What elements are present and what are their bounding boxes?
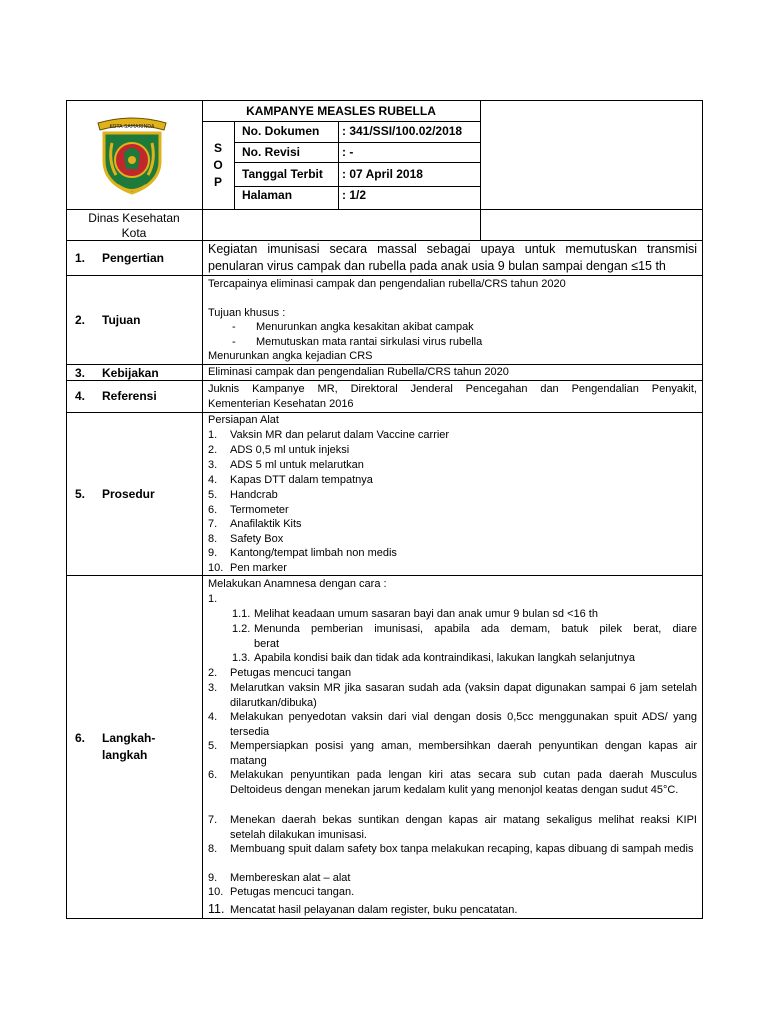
- sop-letter-p: P: [213, 175, 222, 189]
- langkah-item-text: Mencatat hasil pelayanan dalam register, buku pencatatan.: [230, 904, 518, 916]
- meta-label-dokumen: No. Dokumen: [242, 124, 320, 138]
- prosedur-item-number: 4.: [208, 474, 218, 486]
- dinas-line-1: Dinas Kesehatan: [88, 211, 180, 225]
- prosedur-item-number: 3.: [208, 459, 218, 471]
- prosedur-item-number: 7.: [208, 518, 218, 530]
- prosedur-title: Persiapan Alat: [208, 414, 279, 426]
- langkah-item-number: 4.: [208, 711, 218, 723]
- pengertian-line-2: penularan virus campak dan rubella pada anak usia 9 bulan sampai dengan ≤15 th: [208, 259, 666, 273]
- prosedur-item-text: Anafilaktik Kits: [230, 518, 302, 530]
- langkah-item-text: Membuang spuit dalam safety box tanpa melakukan recaping, kapas dibuang di sampah medis: [230, 843, 694, 855]
- prosedur-item-number: 10.: [208, 562, 224, 574]
- kebijakan-text: Eliminasi campak dan pengendalian Rubella/CRS tahun 2020: [208, 366, 509, 378]
- row-number-2: 2.: [75, 313, 86, 327]
- langkah-item-text: Melakukan penyedotan vaksin dari vial dengan dosis 0,5cc menggunakan spuit ADS/ yang tersedia: [230, 711, 697, 738]
- substep-text: Menunda pemberian imunisasi, apabila ada demam, batuk pilek berat, diare: [254, 623, 697, 635]
- header-bottom-line: [66, 209, 703, 210]
- prosedur-item-number: 1.: [208, 429, 218, 441]
- substep-text-cont: berat: [254, 638, 280, 650]
- substep-text: Apabila kondisi baik dan tidak ada kontraindikasi, lakukan langkah selanjutnya: [254, 652, 635, 664]
- substep-number: 1.3.: [232, 652, 251, 664]
- prosedur-item-number: 8.: [208, 533, 218, 545]
- row-line: [66, 412, 703, 413]
- substep-text: Melihat keadaan umum sasaran bayi dan anak umur 9 bulan sd <16 th: [254, 608, 598, 620]
- prosedur-item-text: Vaksin MR dan pelarut dalam Vaccine carrier: [230, 429, 450, 441]
- meta-divider: [338, 121, 339, 209]
- dinas-line-2: Kota: [121, 226, 147, 240]
- meta-value-revisi: : -: [342, 145, 354, 159]
- meta-row-line: [234, 186, 480, 187]
- meta-label-tanggal: Tanggal Terbit: [242, 167, 323, 181]
- langkah-item-text: Melarutkan vaksin MR jika sasaran sudah ada (vaksin dapat digunakan sampai 6 jam setelah dilarutkan/dibuka): [230, 682, 697, 709]
- langkah-item-number: 6.: [208, 769, 218, 781]
- prosedur-item-number: 6.: [208, 504, 218, 516]
- langkah-item-number: 2.: [208, 667, 218, 679]
- row-number-4: 4.: [75, 389, 86, 403]
- meta-label-halaman: Halaman: [242, 188, 293, 202]
- row-number-1: 1.: [75, 251, 86, 265]
- row-label-langkah-2: langkah: [102, 748, 148, 762]
- langkah-item-text: Mempersiapkan posisi yang aman, membersihkan daerah penyuntikan dengan kapas air matang: [230, 740, 697, 767]
- tujuan-general: Tercapainya eliminasi campak dan pengendalian rubella/CRS tahun 2020: [208, 278, 566, 290]
- tujuan-khusus-item-1: Menurunkan angka kesakitan akibat campak: [256, 321, 474, 333]
- row-line: [66, 275, 703, 276]
- prosedur-item-text: Safety Box: [230, 533, 284, 545]
- tujuan-khusus-item-2: Memutuskan mata rantai sirkulasi virus rubella: [256, 336, 483, 348]
- row-label-kebijakan: Kebijakan: [102, 366, 159, 380]
- langkah-item-text: Petugas mencuci tangan.: [230, 886, 355, 898]
- row-number-6: 6.: [75, 731, 86, 745]
- meta-value-tanggal: : 07 April 2018: [342, 167, 423, 181]
- logo-text: KOTA SAMARINDA: [109, 124, 155, 130]
- row-label-tujuan: Tujuan: [102, 313, 141, 327]
- meta-value-dokumen: : 341/SSI/100.02/2018: [342, 124, 463, 138]
- row-number-3: 3.: [75, 366, 86, 380]
- row-label-pengertian: Pengertian: [102, 251, 165, 265]
- tujuan-khusus-title: Tujuan khusus :: [208, 307, 286, 319]
- prosedur-item-text: Pen marker: [230, 562, 287, 574]
- document-title: KAMPANYE MEASLES RUBELLA: [246, 104, 436, 118]
- langkah-item-number: 3.: [208, 682, 218, 694]
- row-label-prosedur: Prosedur: [102, 487, 155, 501]
- pengertian-line-1: Kegiatan imunisasi secara massal sebagai upaya untuk memutuskan transmisi: [208, 242, 697, 256]
- sop-letter-s: S: [213, 141, 222, 155]
- prosedur-item-text: Kantong/tempat limbah non medis: [230, 547, 397, 559]
- langkah-item-number: 7.: [208, 814, 218, 826]
- langkah-item-number: 8.: [208, 843, 218, 855]
- row-line: [66, 380, 703, 381]
- prosedur-item-number: 9.: [208, 547, 218, 559]
- bullet-dash: -: [232, 321, 236, 333]
- sop-letter-o: O: [213, 158, 223, 172]
- meta-label-revisi: No. Revisi: [242, 145, 301, 159]
- sop-divider: [234, 121, 235, 209]
- langkah-item-number: 9.: [208, 872, 218, 884]
- title-underline: [202, 121, 480, 122]
- langkah-item-number: 11.: [208, 902, 225, 916]
- prosedur-item-text: Handcrab: [230, 489, 278, 501]
- row-line: [66, 575, 703, 576]
- langkah-item-text: Menekan daerah bekas suntikan dengan kapas air matang sekaligus melihat reaksi KIPI setelah dilakukan imunisasi.: [230, 814, 697, 841]
- prosedur-item-number: 2.: [208, 444, 218, 456]
- prosedur-item-text: ADS 5 ml untuk melarutkan: [230, 459, 364, 471]
- substep-number: 1.1.: [232, 608, 251, 620]
- langkah-item-number: 10.: [208, 886, 224, 898]
- row-number-5: 5.: [75, 487, 86, 501]
- referensi-line-2: Kementerian Kesehatan 2016: [208, 398, 354, 410]
- city-emblem-logo: [94, 113, 170, 197]
- meta-row-line: [234, 162, 480, 163]
- row-label-langkah-1: Langkah-: [102, 731, 156, 745]
- prosedur-item-text: Termometer: [230, 504, 289, 516]
- meta-row-line: [234, 142, 480, 143]
- prosedur-item-number: 5.: [208, 489, 218, 501]
- langkah-item-text: Petugas mencuci tangan: [230, 667, 352, 679]
- row-label-referensi: Referensi: [102, 389, 157, 403]
- tujuan-last: Menurunkan angka kejadian CRS: [208, 350, 373, 362]
- prosedur-item-text: ADS 0,5 ml untuk injeksi: [230, 444, 350, 456]
- langkah-item-number: 5.: [208, 740, 218, 752]
- substep-number: 1.2.: [232, 623, 251, 635]
- prosedur-item-text: Kapas DTT dalam tempatnya: [230, 474, 373, 486]
- langkah-number-1: 1.: [208, 593, 218, 605]
- langkah-item-text: Membereskan alat – alat: [230, 872, 351, 884]
- langkah-title: Melakukan Anamnesa dengan cara :: [208, 578, 387, 590]
- referensi-line-1: Juknis Kampanye MR, Direktoral Jenderal Pencegahan dan Pengendalian Penyakit,: [208, 383, 697, 395]
- bullet-dash: -: [232, 336, 236, 348]
- langkah-item-text: Melakukan penyuntikan pada lengan kiri atas secara sub cutan pada daerah Musculus Deltoideus dengan menekan jarum kedalam kulit yang menonjol keatas dengan sudut 45°C.: [230, 769, 697, 796]
- header-right-divider: [480, 100, 481, 240]
- meta-value-halaman: : 1/2: [342, 188, 367, 202]
- column-divider: [202, 100, 203, 919]
